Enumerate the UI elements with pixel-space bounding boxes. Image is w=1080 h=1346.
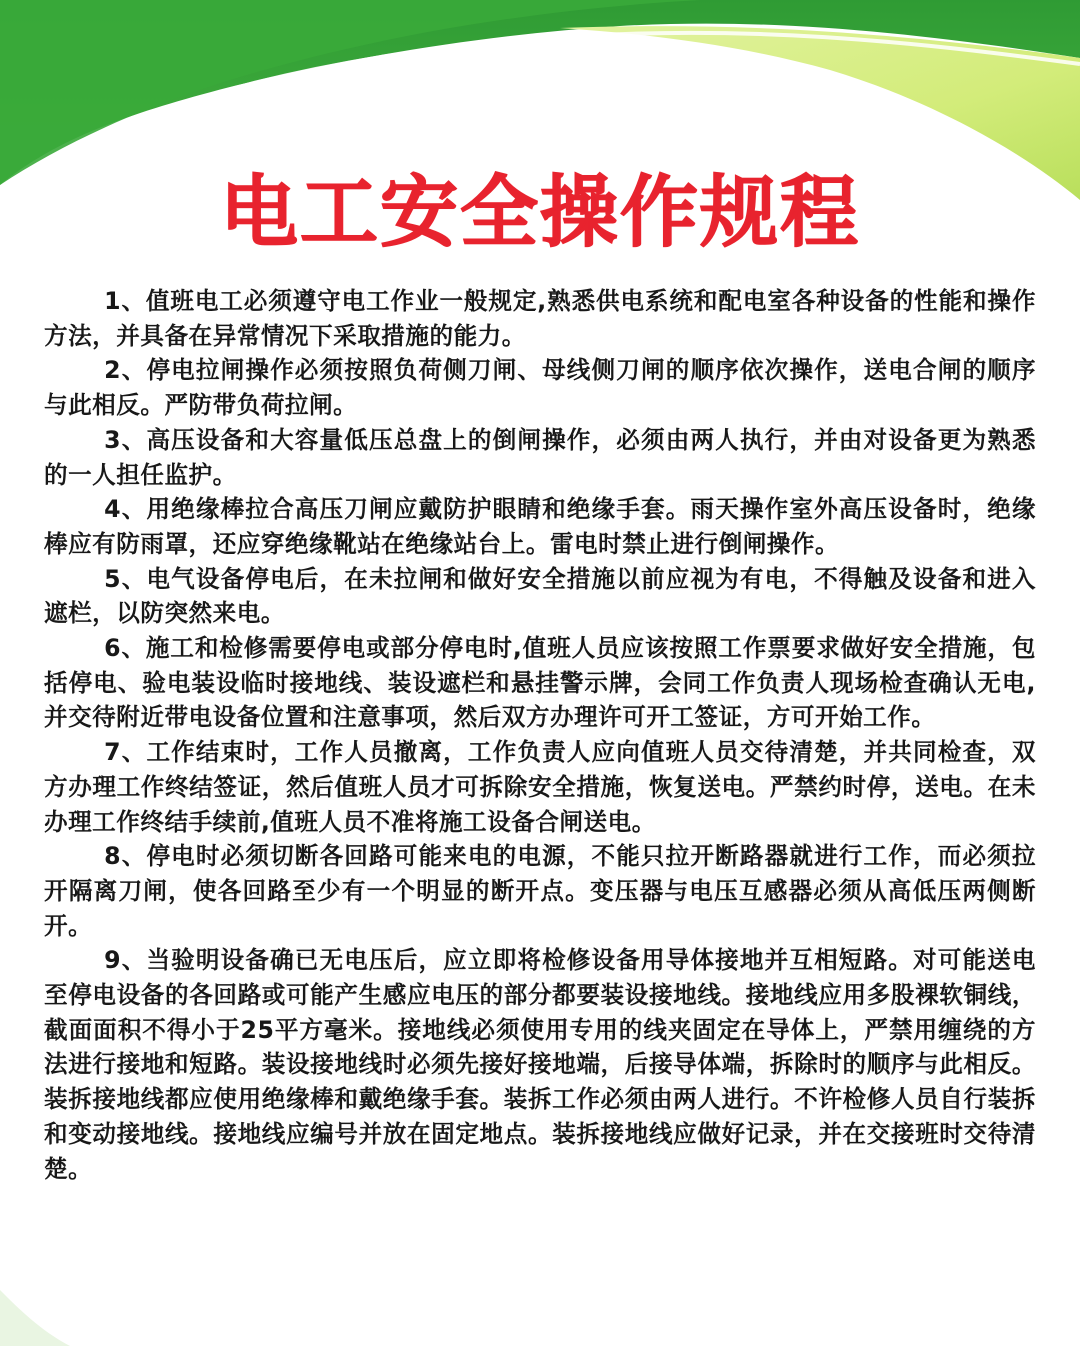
rule-paragraph: 5、电气设备停电后，在未拉闸和做好安全措施以前应视为有电，不得触及设备和进入遮栏，以防突然来电。: [44, 564, 1036, 628]
rule-paragraph: 6、施工和检修需要停电或部分停电时,值班人员应该按照工作票要求做好安全措施，包括停电、验电装设临时接地线、装设遮栏和悬挂警示牌，会同工作负责人现场检查确认无电,并交待附近带电设备位置和注意事项，然后双方办理许可开工签证，方可开始工作。: [44, 634, 1036, 732]
poster-title: 电工安全操作规程: [219, 168, 860, 258]
rule-paragraph: 9、当验明设备确已无电压后，应立即将检修设备用导体接地并互相短路。对可能送电至停电设备的各回路或可能产生感应电压的部分都要装设接地线。接地线应用多股裸软铜线，截面面积不得小于25平方毫米。接地线必须使用专用的线夹固定在导体上，严禁用缠绕的方法进行接地和短路。装设接地线时必须先接好接地端，后接导体端，拆除时的顺序与此相反。装拆接地线都应使用绝缘棒和戴绝缘手套。装拆工作必须由两人进行。不许检修人员自行装拆和变动接地线。接地线应编号并放在固定地点。装拆接地线应做好记录，并在交接班时交待清楚。: [44, 946, 1036, 1183]
rule-paragraph: 2、停电拉闸操作必须按照负荷侧刀闸、母线侧刀闸的顺序依次操作，送电合闸的顺序与此相反。严防带负荷拉闸。: [44, 356, 1036, 420]
rule-paragraph: 7、工作结束时，工作人员撤离，工作负责人应向值班人员交待清楚，并共同检查，双方办理工作终结签证，然后值班人员才可拆除安全措施，恢复送电。严禁约时停，送电。在未办理工作终结手续前,值班人员不准将施工设备合闸送电。: [44, 738, 1036, 836]
rule-paragraph: 4、用绝缘棒拉合高压刀闸应戴防护眼睛和绝缘手套。雨天操作室外高压设备时，绝缘棒应有防雨罩，还应穿绝缘靴站在绝缘站台上。雷电时禁止进行倒闸操作。: [44, 495, 1036, 558]
rule-paragraph: 1、值班电工必须遵守电工作业一般规定,熟悉供电系统和配电室各种设备的性能和操作方法，并具备在异常情况下采取措施的能力。: [44, 287, 1036, 350]
corner-hint: [0, 1290, 70, 1346]
rule-paragraph: 8、停电时必须切断各回路可能来电的电源，不能只拉开断路器就进行工作，而必须拉开隔离刀闸，使各回路至少有一个明显的断开点。变压器与电压互感器必须从高低压两侧断开。: [44, 842, 1036, 940]
rule-paragraph: 3、高压设备和大容量低压总盘上的倒闸操作，必须由两人执行，并由对设备更为熟悉的一人担任监护。: [44, 425, 1036, 489]
rules-list: [44, 284, 1036, 1186]
